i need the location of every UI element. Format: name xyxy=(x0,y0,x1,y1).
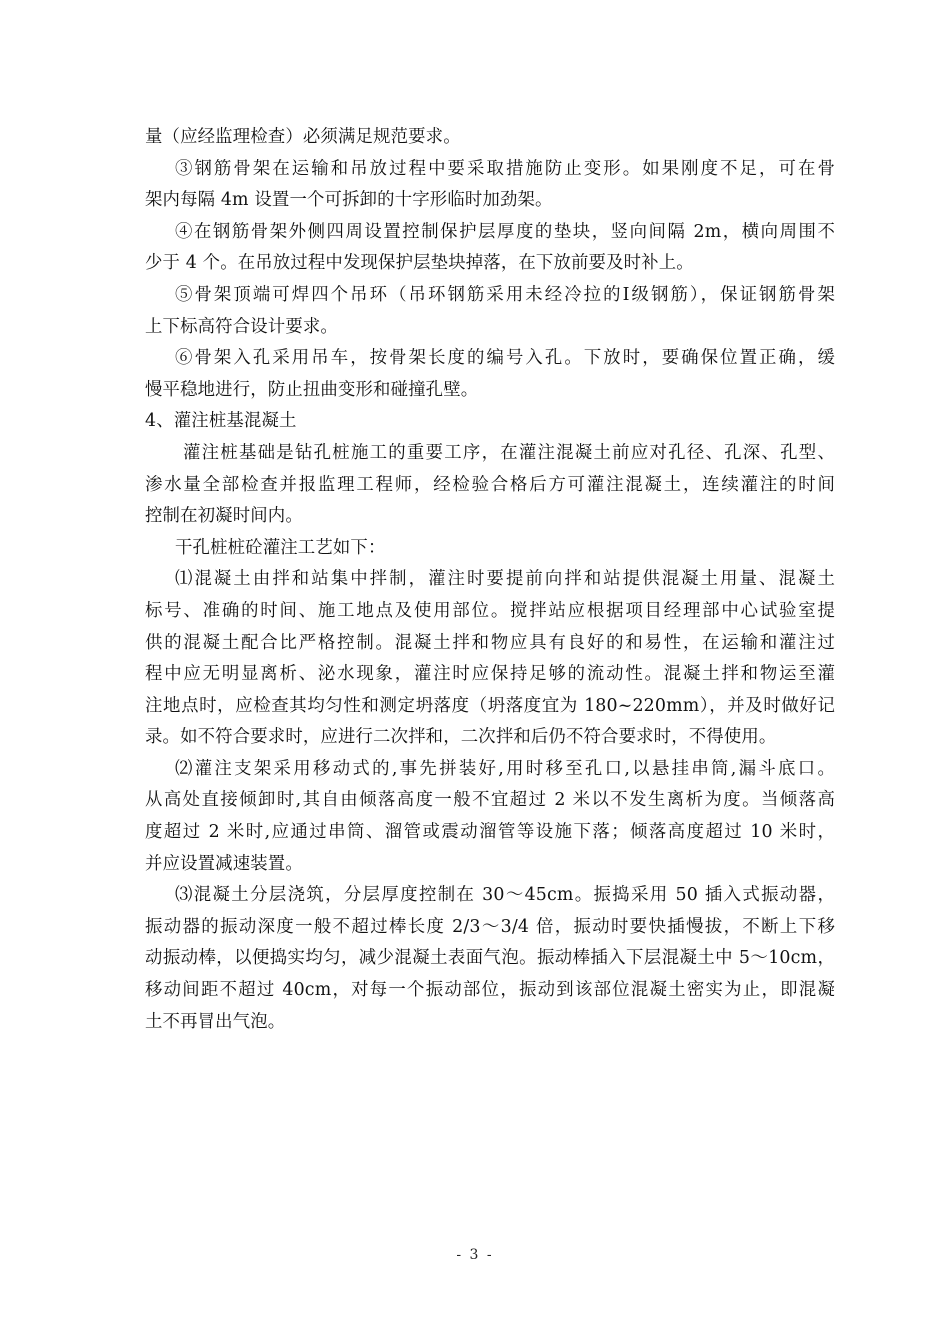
text-line: ⑥骨架入孔采用吊车，按骨架长度的编号入孔。下放时，要确保位置正确，缓 xyxy=(175,348,835,369)
text-line: 渗水量全部检查并报监理工程师，经检验合格后方可灌注混凝土，连续灌注的时间 xyxy=(145,474,835,495)
text-line: 从高处直接倾卸时,其自由倾落高度一般不宜超过 2 米以不发生离析为度。当倾落高 xyxy=(145,790,835,811)
text-line: 供的混凝土配合比严格控制。混凝土拌和物应具有良好的和易性，在运输和灌注过 xyxy=(145,632,835,653)
text-line: 架内每隔 4m 设置一个可拆卸的十字形临时加劲架。 xyxy=(145,190,553,211)
text-line: ⑴混凝土由拌和站集中拌制，灌注时要提前向拌和站提供混凝土用量、混凝土 xyxy=(175,569,835,590)
text-line: 注地点时，应检查其均匀性和测定坍落度（坍落度宜为 180~220mm），并及时做好记 xyxy=(145,695,835,716)
text-line: 上下标高符合设计要求。 xyxy=(145,316,338,337)
section-heading: 4、灌注桩基混凝土 xyxy=(145,411,297,432)
text-line: ⑤骨架顶端可焊四个吊环（吊环钢筋采用未经冷拉的Ⅰ级钢筋），保证钢筋骨架 xyxy=(175,284,835,305)
text-line: ⑶混凝土分层浇筑，分层厚度控制在 30～45cm。振捣采用 50 插入式振动器， xyxy=(175,885,835,906)
text-line: 振动器的振动深度一般不超过棒长度 2/3～3/4 倍，振动时要快插慢拔，不断上下移 xyxy=(145,916,835,937)
text-line: ③钢筋骨架在运输和吊放过程中要采取措施防止变形。如果刚度不足，可在骨 xyxy=(175,158,835,179)
text-line: ④在钢筋骨架外侧四周设置控制保护层厚度的垫块，竖向间隔 2m，横向周围不 xyxy=(175,221,835,242)
text-line: 控制在初凝时间内。 xyxy=(145,506,303,527)
text-line: 度超过 2 米时,应通过串筒、溜管或震动溜管等设施下落；倾落高度超过 10 米时， xyxy=(145,822,835,843)
text-line: 并应设置减速装置。 xyxy=(145,853,303,874)
text-line: ⑵灌注支架采用移动式的,事先拼装好,用时移至孔口,以悬挂串筒,漏斗底口。 xyxy=(175,758,835,779)
text-line: 灌注桩基础是钻孔桩施工的重要工序，在灌注混凝土前应对孔径、孔深、孔型、 xyxy=(183,442,835,463)
text-line: 标号、准确的时间、施工地点及使用部位。搅拌站应根据项目经理部中心试验室提 xyxy=(145,600,835,621)
text-line: 程中应无明显离析、泌水现象，灌注时应保持足够的流动性。混凝土拌和物运至灌 xyxy=(145,664,835,685)
page-number: - 3 - xyxy=(456,1247,494,1263)
text-line: 移动间距不超过 40cm，对每一个振动部位，振动到该部位混凝土密实为止，即混凝 xyxy=(145,980,835,1001)
text-line: 录。如不符合要求时，应进行二次拌和，二次拌和后仍不符合要求时，不得使用。 xyxy=(145,727,777,748)
text-line: 干孔桩桩砼灌注工艺如下： xyxy=(175,537,386,558)
text-line: 慢平稳地进行，防止扭曲变形和碰撞孔壁。 xyxy=(145,379,479,400)
text-line: 土不再冒出气泡。 xyxy=(145,1011,286,1032)
text-line: 量（应经监理检查）必须满足规范要求。 xyxy=(145,127,461,147)
body-text xyxy=(145,122,835,1038)
text-line: 动振动棒，以便捣实均匀，减少混凝土表面气泡。振动棒插入下层混凝土中 5～10cm， xyxy=(145,948,835,969)
text-line: 少于 4 个。在吊放过程中发现保护层垫块掉落，在下放前要及时补上。 xyxy=(145,253,694,274)
